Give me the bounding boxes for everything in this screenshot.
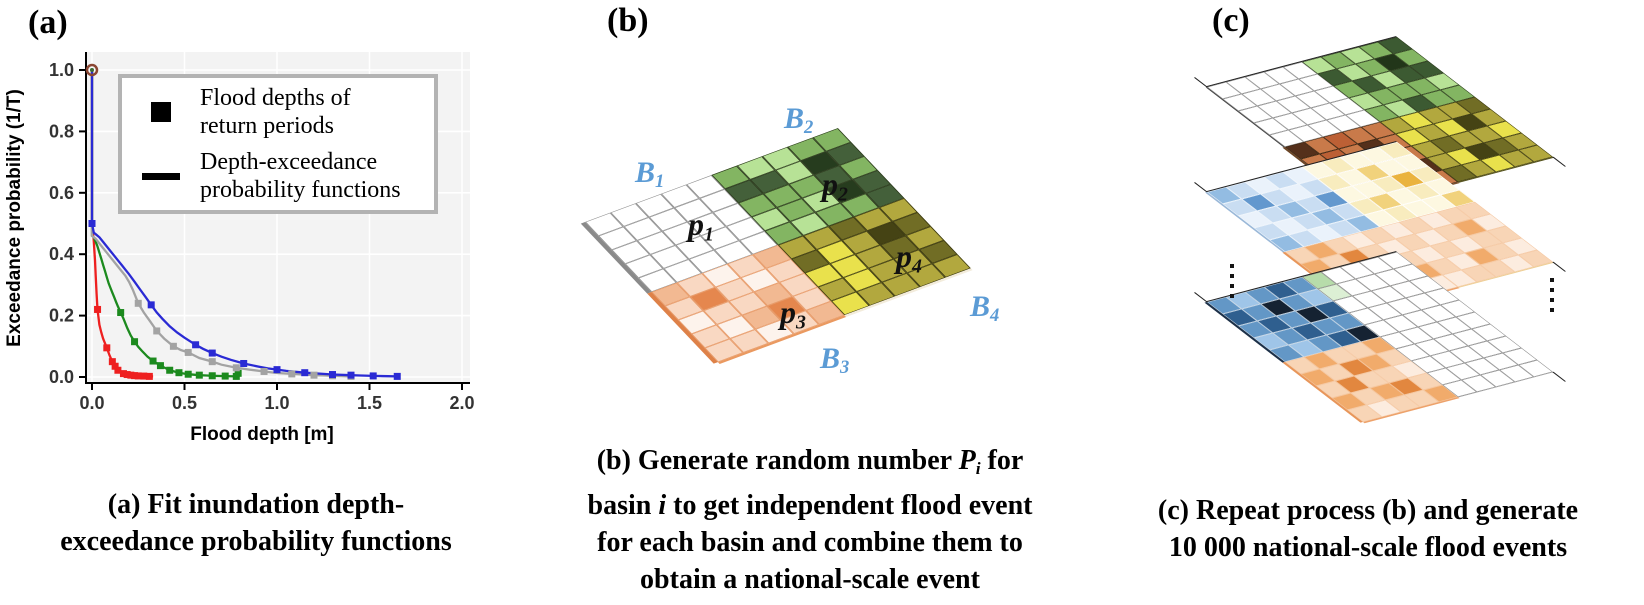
prob-label-p4: $p_4$ [896,238,922,278]
sheet-edge-overshoot [1194,182,1208,192]
legend-label [200,84,351,140]
marker-basin-blue [370,372,377,379]
marker-basin-blue [148,301,155,308]
caption-line: (c) Repeat process (b) and generate [1157,495,1579,526]
caption-line: (b) Generate random number Pi for [596,445,1024,478]
prob-label-p1: $p_1$ [688,206,714,246]
caption-a [0,486,512,560]
legend-line: return periods [200,113,334,139]
y-tick-label: 0.0 [48,367,74,387]
legend-square-symbol [122,102,200,122]
sheet-edge-overshoot [1552,372,1566,382]
caption-line: 10 000 national-scale flood events [1168,532,1568,563]
y-tick-label: 0.2 [48,305,74,326]
y-tick-label: 1.0 [48,60,74,80]
caption-line: obtain a national-scale event [640,563,980,595]
marker-basin-green [196,372,203,379]
marker-basin-gray [170,343,177,350]
y-tick-label: 0.8 [48,121,74,142]
marker-basin-gray [209,358,216,365]
y-tick-label: 0.6 [48,182,74,203]
sheet-edge-overshoot [1194,292,1208,302]
caption-c [1092,492,1644,566]
panel-c-diagram [1110,0,1644,470]
y-tick-label: 0.4 [48,244,74,265]
x-tick-label: 0.0 [79,393,105,413]
marker-basin-gray [288,370,295,377]
x-tick-label: 0.5 [171,393,198,413]
marker-basin-blue [329,371,336,378]
basin-label-b4: $B_4$ [970,290,1000,327]
marker-basin-gray [233,364,240,371]
basin-label-b2: $B_2$ [784,102,814,139]
marker-basin-red [103,344,110,351]
marker-basin-blue [274,366,281,373]
marker-basin-blue [192,341,199,348]
caption-b [538,442,1082,598]
panel-b-diagram [540,0,1100,440]
marker-basin-green [222,373,229,380]
legend-item-return-periods [122,84,434,140]
marker-basin-gray [185,349,192,356]
marker-basin-green [185,371,192,378]
ellipsis-dots-right [1550,278,1554,312]
marker-basin-green [117,309,124,316]
panel-b-tag: (b) [607,2,649,39]
marker-basin-gray [261,368,268,375]
x-tick-label: 2.0 [449,393,475,413]
flood-event-sheet-3 [1207,252,1553,422]
marker-basin-gray [153,327,160,334]
panel-a-tag: (a) [28,4,68,41]
y-axis-title: Exceedance probability (1/T) [4,89,25,347]
marker-basin-gray [311,372,318,379]
basin-label-b3: $B_3$ [820,342,850,379]
x-tick-label: 1.5 [356,393,383,413]
sheet-edge-overshoot [1552,157,1566,167]
legend-line: Flood depths of [200,85,351,111]
x-axis-title: Flood depth [m] [190,424,334,445]
panel-c-tag: (c) [1212,2,1250,39]
marker-basin-blue [89,220,96,227]
marker-basin-green [175,369,182,376]
depth-exceedance-chart [0,40,500,480]
marker-basin-red [146,373,153,380]
marker-basin-green [166,367,173,374]
basin-label-b1: $B_1$ [635,156,665,193]
caption-line: (a) Fit inundation depth- [107,489,405,520]
legend-line-symbol [122,173,200,180]
chart-legend [118,74,438,214]
marker-basin-blue [301,369,308,376]
marker-basin-blue [348,372,355,379]
marker-basin-gray [135,300,142,307]
marker-basin-red [94,306,101,313]
legend-label [200,148,401,204]
prob-label-p2: $p_2$ [822,166,848,206]
caption-line: exceedance probability functions [60,526,452,557]
marker-basin-blue [209,350,216,357]
ellipsis-dots-left [1230,264,1234,298]
prob-label-p3: $p_3$ [780,294,806,334]
sheet-edge-overshoot [1552,262,1566,272]
x-tick-label: 1.0 [264,393,290,413]
caption-line: for each basin and combine them to [597,526,1023,558]
marker-basin-green [131,338,138,345]
marker-basin-green [209,372,216,379]
origin-marker-core [90,68,94,72]
marker-basin-green [157,362,164,369]
legend-line: probability functions [200,177,401,203]
marker-basin-green [150,358,157,365]
caption-line: basin i to get independent flood event [587,489,1033,521]
marker-basin-blue [240,360,247,367]
sheet-edge-overshoot [1194,77,1208,87]
marker-basin-blue [394,373,401,380]
legend-line: Depth-exceedance [200,149,378,175]
legend-item-probability-functions [122,148,434,204]
